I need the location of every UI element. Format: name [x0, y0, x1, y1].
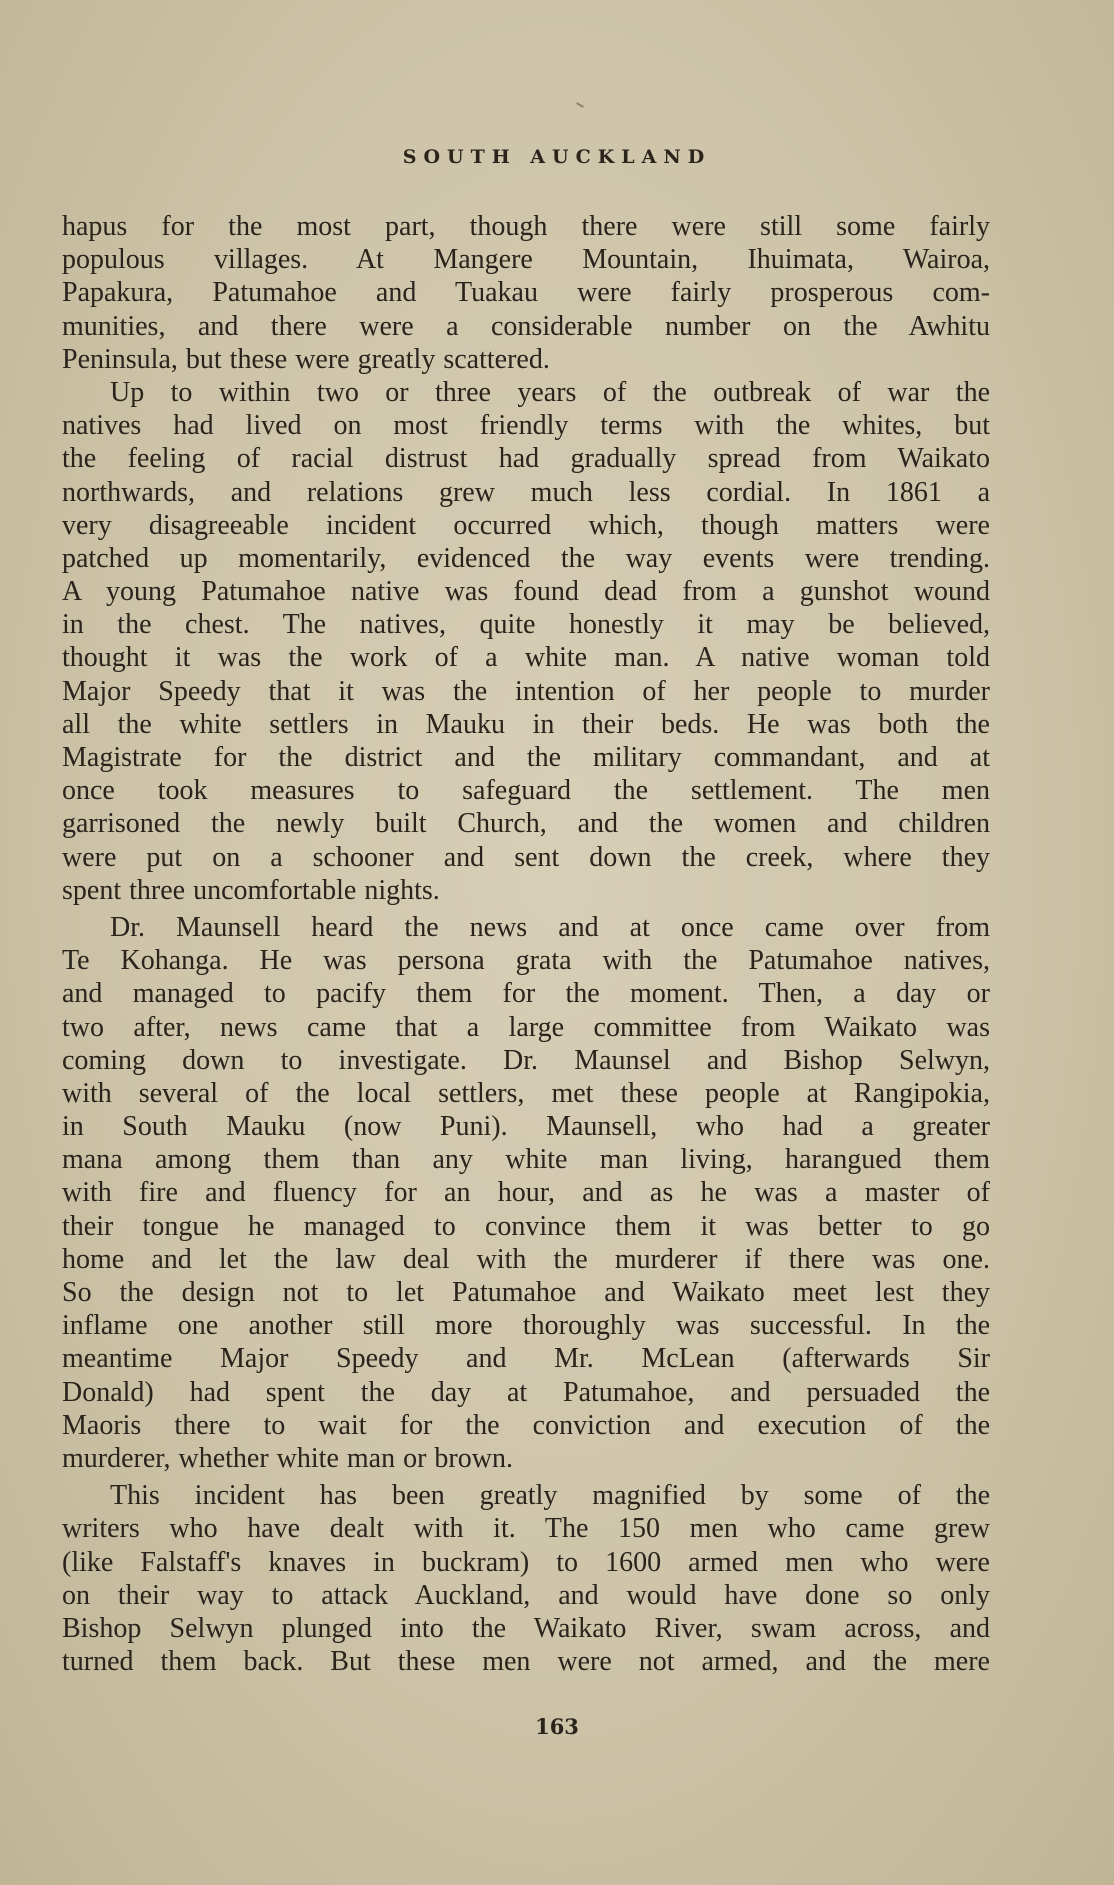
text-line: natives had lived on most friendly terms with the whites, but	[62, 410, 990, 442]
text-line: writers who have dealt with it. The 150 men who came grew	[62, 1513, 990, 1545]
text-line: two after, news came that a large committee from Waikato was	[62, 1011, 990, 1043]
text-line: This incident has been greatly magnified by some of the	[110, 1480, 990, 1512]
text-line: Peninsula, but these were greatly scattered.	[62, 343, 550, 375]
text-line: were put on a schooner and sent down the creek, where they	[62, 841, 990, 873]
text-line: their tongue he managed to convince them it was better to go	[62, 1210, 990, 1242]
text-line: murderer, whether white man or brown.	[62, 1442, 513, 1474]
text-line: Magistrate for the district and the military commandant, and at	[62, 742, 990, 773]
text-line: inflame one another still more thoroughly was successful. In the	[62, 1310, 990, 1342]
text-line: garrisoned the newly built Church, and the women and children	[62, 808, 990, 840]
body-text	[62, 210, 990, 1678]
text-line: in South Mauku (now Puni). Maunsell, who had a greater	[62, 1111, 990, 1143]
text-line: turned them back. But these men were not armed, and the mere	[62, 1646, 990, 1678]
text-line: Papakura, Patumahoe and Tuakau were fairly prosperous com-	[62, 277, 990, 309]
text-line: in the chest. The natives, quite honestly it may be believed,	[62, 609, 990, 641]
text-line: Donald) had spent the day at Patumahoe, and persuaded the	[62, 1376, 990, 1408]
text-line: thought it was the work of a white man. A native woman told	[62, 642, 990, 674]
page-number: 163	[535, 1714, 579, 1739]
text-line: Dr. Maunsell heard the news and at once came over from	[110, 911, 990, 943]
text-line: on their way to attack Auckland, and would have done so only	[62, 1579, 990, 1611]
text-line: (like Falstaff's knaves in buckram) to 1600 armed men who were	[62, 1546, 990, 1578]
text-line: and managed to pacify them for the moment. Then, a day or	[62, 978, 990, 1010]
text-line: very disagreeable incident occurred which, though matters were	[62, 509, 990, 541]
text-line: hapus for the most part, though there were still some fairly	[62, 211, 990, 242]
text-line: Up to within two or three years of the outbreak of war the	[110, 376, 990, 408]
text-line: meantime Major Speedy and Mr. McLean (afterwards Sir	[62, 1343, 990, 1375]
text-line: Major Speedy that it was the intention of her people to murder	[62, 675, 990, 707]
text-line: with several of the local settlers, met these people at Rangipokia,	[62, 1077, 990, 1109]
text-line: all the white settlers in Mauku in their beds. He was both the	[62, 708, 990, 740]
text-line: with fire and fluency for an hour, and as he was a master of	[62, 1177, 990, 1209]
text-line: patched up momentarily, evidenced the way events were trending.	[62, 542, 990, 574]
text-line: spent three uncomfortable nights.	[62, 874, 440, 906]
running-head: SOUTH AUCKLAND	[402, 146, 712, 168]
paragraph	[62, 911, 990, 1475]
paragraph	[62, 210, 990, 376]
text-line: home and let the law deal with the murderer if there was one.	[62, 1243, 990, 1275]
paragraph	[62, 1479, 990, 1678]
text-line: mana among them than any white man living, harangued them	[62, 1144, 990, 1176]
text-line: once took measures to safeguard the settlement. The men	[62, 775, 990, 807]
text-line: So the design not to let Patumahoe and Waikato meet lest they	[62, 1277, 990, 1308]
text-line: Te Kohanga. He was persona grata with the Patumahoe natives,	[62, 945, 990, 977]
text-line: populous villages. At Mangere Mountain, Ihuimata, Wairoa,	[62, 244, 990, 276]
paragraph	[62, 376, 990, 907]
text-line: northwards, and relations grew much less cordial. In 1861 a	[62, 476, 990, 508]
stray-mark	[576, 102, 584, 108]
text-line: Maoris there to wait for the conviction and execution of the	[62, 1409, 990, 1441]
text-line: munities, and there were a considerable number on the Awhitu	[62, 310, 990, 342]
text-line: the feeling of racial distrust had gradually spread from Waikato	[62, 443, 990, 475]
text-line: coming down to investigate. Dr. Maunsel and Bishop Selwyn,	[62, 1044, 990, 1076]
text-line: Bishop Selwyn plunged into the Waikato River, swam across, and	[62, 1612, 990, 1644]
text-line: A young Patumahoe native was found dead from a gunshot wound	[62, 576, 990, 608]
